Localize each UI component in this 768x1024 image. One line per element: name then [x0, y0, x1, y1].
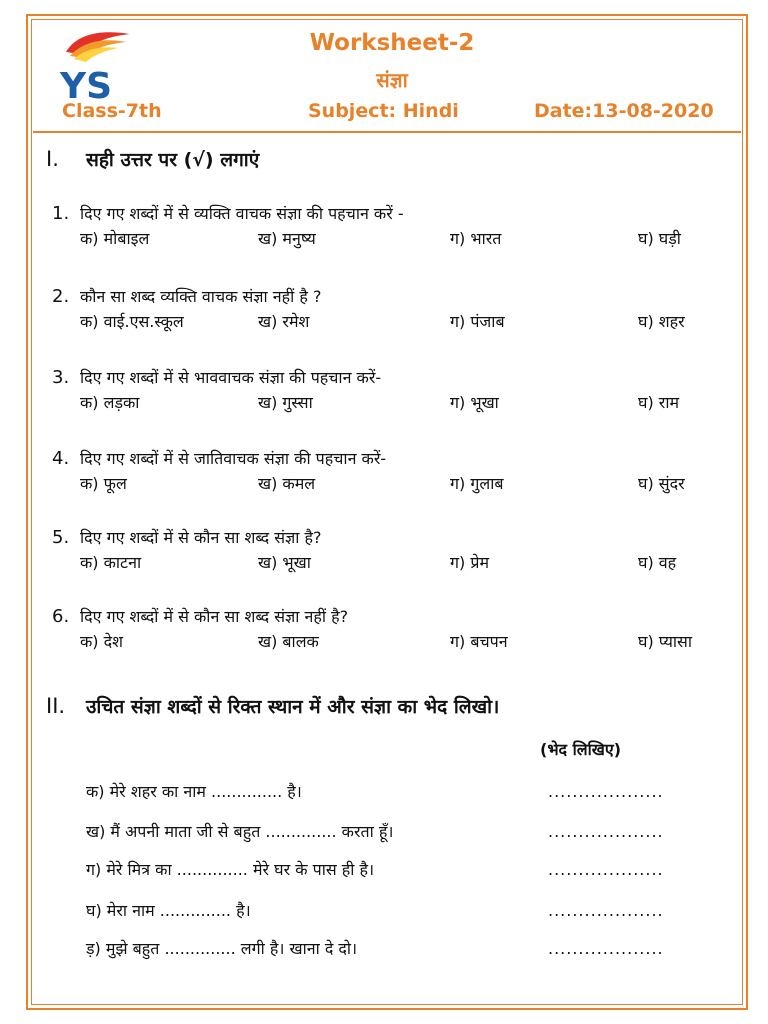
section-1-number: I. [46, 147, 59, 171]
question-text: दिए गए शब्दों में से कौन सा शब्द संज्ञा नहीं है? [80, 607, 349, 626]
question-3 [52, 366, 381, 388]
question-1-option-2[interactable]: ख) मनुष्य [258, 229, 316, 248]
bhed-answer-blank-1[interactable]: ................... [548, 782, 664, 801]
question-number: 4. [52, 448, 70, 469]
question-4-option-3[interactable]: ग) गुलाब [450, 474, 504, 493]
section-1-title: सही उत्तर पर (√) लगाएं [86, 149, 260, 171]
question-5-option-4[interactable]: घ) वह [638, 553, 677, 572]
section-2-title: उचित संज्ञा शब्दों से रिक्त स्थान में और संज्ञा का भेद लिखो। [86, 696, 500, 718]
question-5-option-3[interactable]: ग) प्रेम [450, 553, 490, 572]
question-6-option-4[interactable]: घ) प्यासा [638, 632, 692, 651]
question-text: दिए गए शब्दों में से भाववाचक संज्ञा की पहचान करें- [80, 368, 382, 387]
bhed-answer-blank-3[interactable]: ................... [548, 860, 664, 879]
question-number: 5. [52, 527, 70, 548]
question-4-option-1[interactable]: क) फूल [80, 474, 127, 493]
question-2-option-4[interactable]: घ) शहर [638, 312, 685, 331]
question-3-option-1[interactable]: क) लड़का [80, 393, 140, 412]
bhed-answer-blank-5[interactable]: ................... [548, 939, 664, 958]
fill-item-5: ड़) मुझे बहुत .............. लगी है। खाना दे दो। [86, 939, 358, 958]
question-3-option-4[interactable]: घ) राम [638, 393, 680, 412]
bhed-answer-blank-2[interactable]: ................... [548, 822, 664, 841]
question-1-option-1[interactable]: क) मोबाइल [80, 229, 150, 248]
question-number: 2. [52, 286, 70, 307]
question-number: 1. [52, 203, 70, 224]
section-1-heading [46, 146, 259, 172]
question-4-option-2[interactable]: ख) कमल [258, 474, 316, 493]
question-2-option-1[interactable]: क) वाई.एस.स्कूल [80, 312, 184, 331]
header-divider [33, 131, 741, 133]
question-text: दिए गए शब्दों में से कौन सा शब्द संज्ञा है? [80, 528, 322, 547]
question-text: कौन सा शब्द व्यक्ति वाचक संज्ञा नहीं है ? [80, 287, 322, 306]
section-2-number: II. [46, 694, 66, 718]
question-4 [52, 447, 386, 469]
section-2-heading [46, 693, 499, 719]
question-6 [52, 605, 348, 627]
question-3-option-2[interactable]: ख) गुस्सा [258, 393, 313, 412]
bhed-answer-blank-4[interactable]: ................... [548, 901, 664, 920]
question-text: दिए गए शब्दों में से जातिवाचक संज्ञा की पहचान करें- [80, 449, 387, 468]
question-number: 6. [52, 606, 70, 627]
date-label: Date:13-08-2020 [534, 100, 714, 122]
bhed-label: (भेद लिखिए) [540, 740, 622, 759]
subject-label: Subject: Hindi [308, 100, 459, 122]
question-4-option-4[interactable]: घ) सुंदर [638, 474, 685, 493]
class-label: Class-7th [62, 100, 162, 122]
question-2 [52, 285, 321, 307]
question-1 [52, 202, 404, 224]
question-5 [52, 526, 322, 548]
question-2-option-3[interactable]: ग) पंजाब [450, 312, 505, 331]
question-5-option-1[interactable]: क) काटना [80, 553, 142, 572]
question-3-option-3[interactable]: ग) भूखा [450, 393, 499, 412]
question-1-option-4[interactable]: घ) घड़ी [638, 229, 681, 248]
question-2-option-2[interactable]: ख) रमेश [258, 312, 310, 331]
question-number: 3. [52, 367, 70, 388]
worksheet-title: Worksheet-2 [309, 30, 475, 56]
question-6-option-2[interactable]: ख) बालक [258, 632, 319, 651]
question-1-option-3[interactable]: ग) भारत [450, 229, 502, 248]
question-6-option-1[interactable]: क) देश [80, 632, 123, 651]
fill-item-3: ग) मेरे मित्र का .............. मेरे घर के पास ही है। [86, 860, 375, 879]
logo-text: YS [60, 66, 112, 102]
fill-item-4: घ) मेरा नाम .............. है। [86, 901, 251, 920]
fill-item-1: क) मेरे शहर का नाम .............. है। [86, 782, 302, 801]
question-6-option-3[interactable]: ग) बचपन [450, 632, 508, 651]
worksheet-topic: संज्ञा [376, 68, 408, 92]
question-5-option-2[interactable]: ख) भूखा [258, 553, 311, 572]
question-text: दिए गए शब्दों में से व्यक्ति वाचक संज्ञा की पहचान करें - [80, 204, 404, 223]
fill-item-2: ख) मैं अपनी माता जी से बहुत .............. करता हूँ। [86, 822, 394, 841]
